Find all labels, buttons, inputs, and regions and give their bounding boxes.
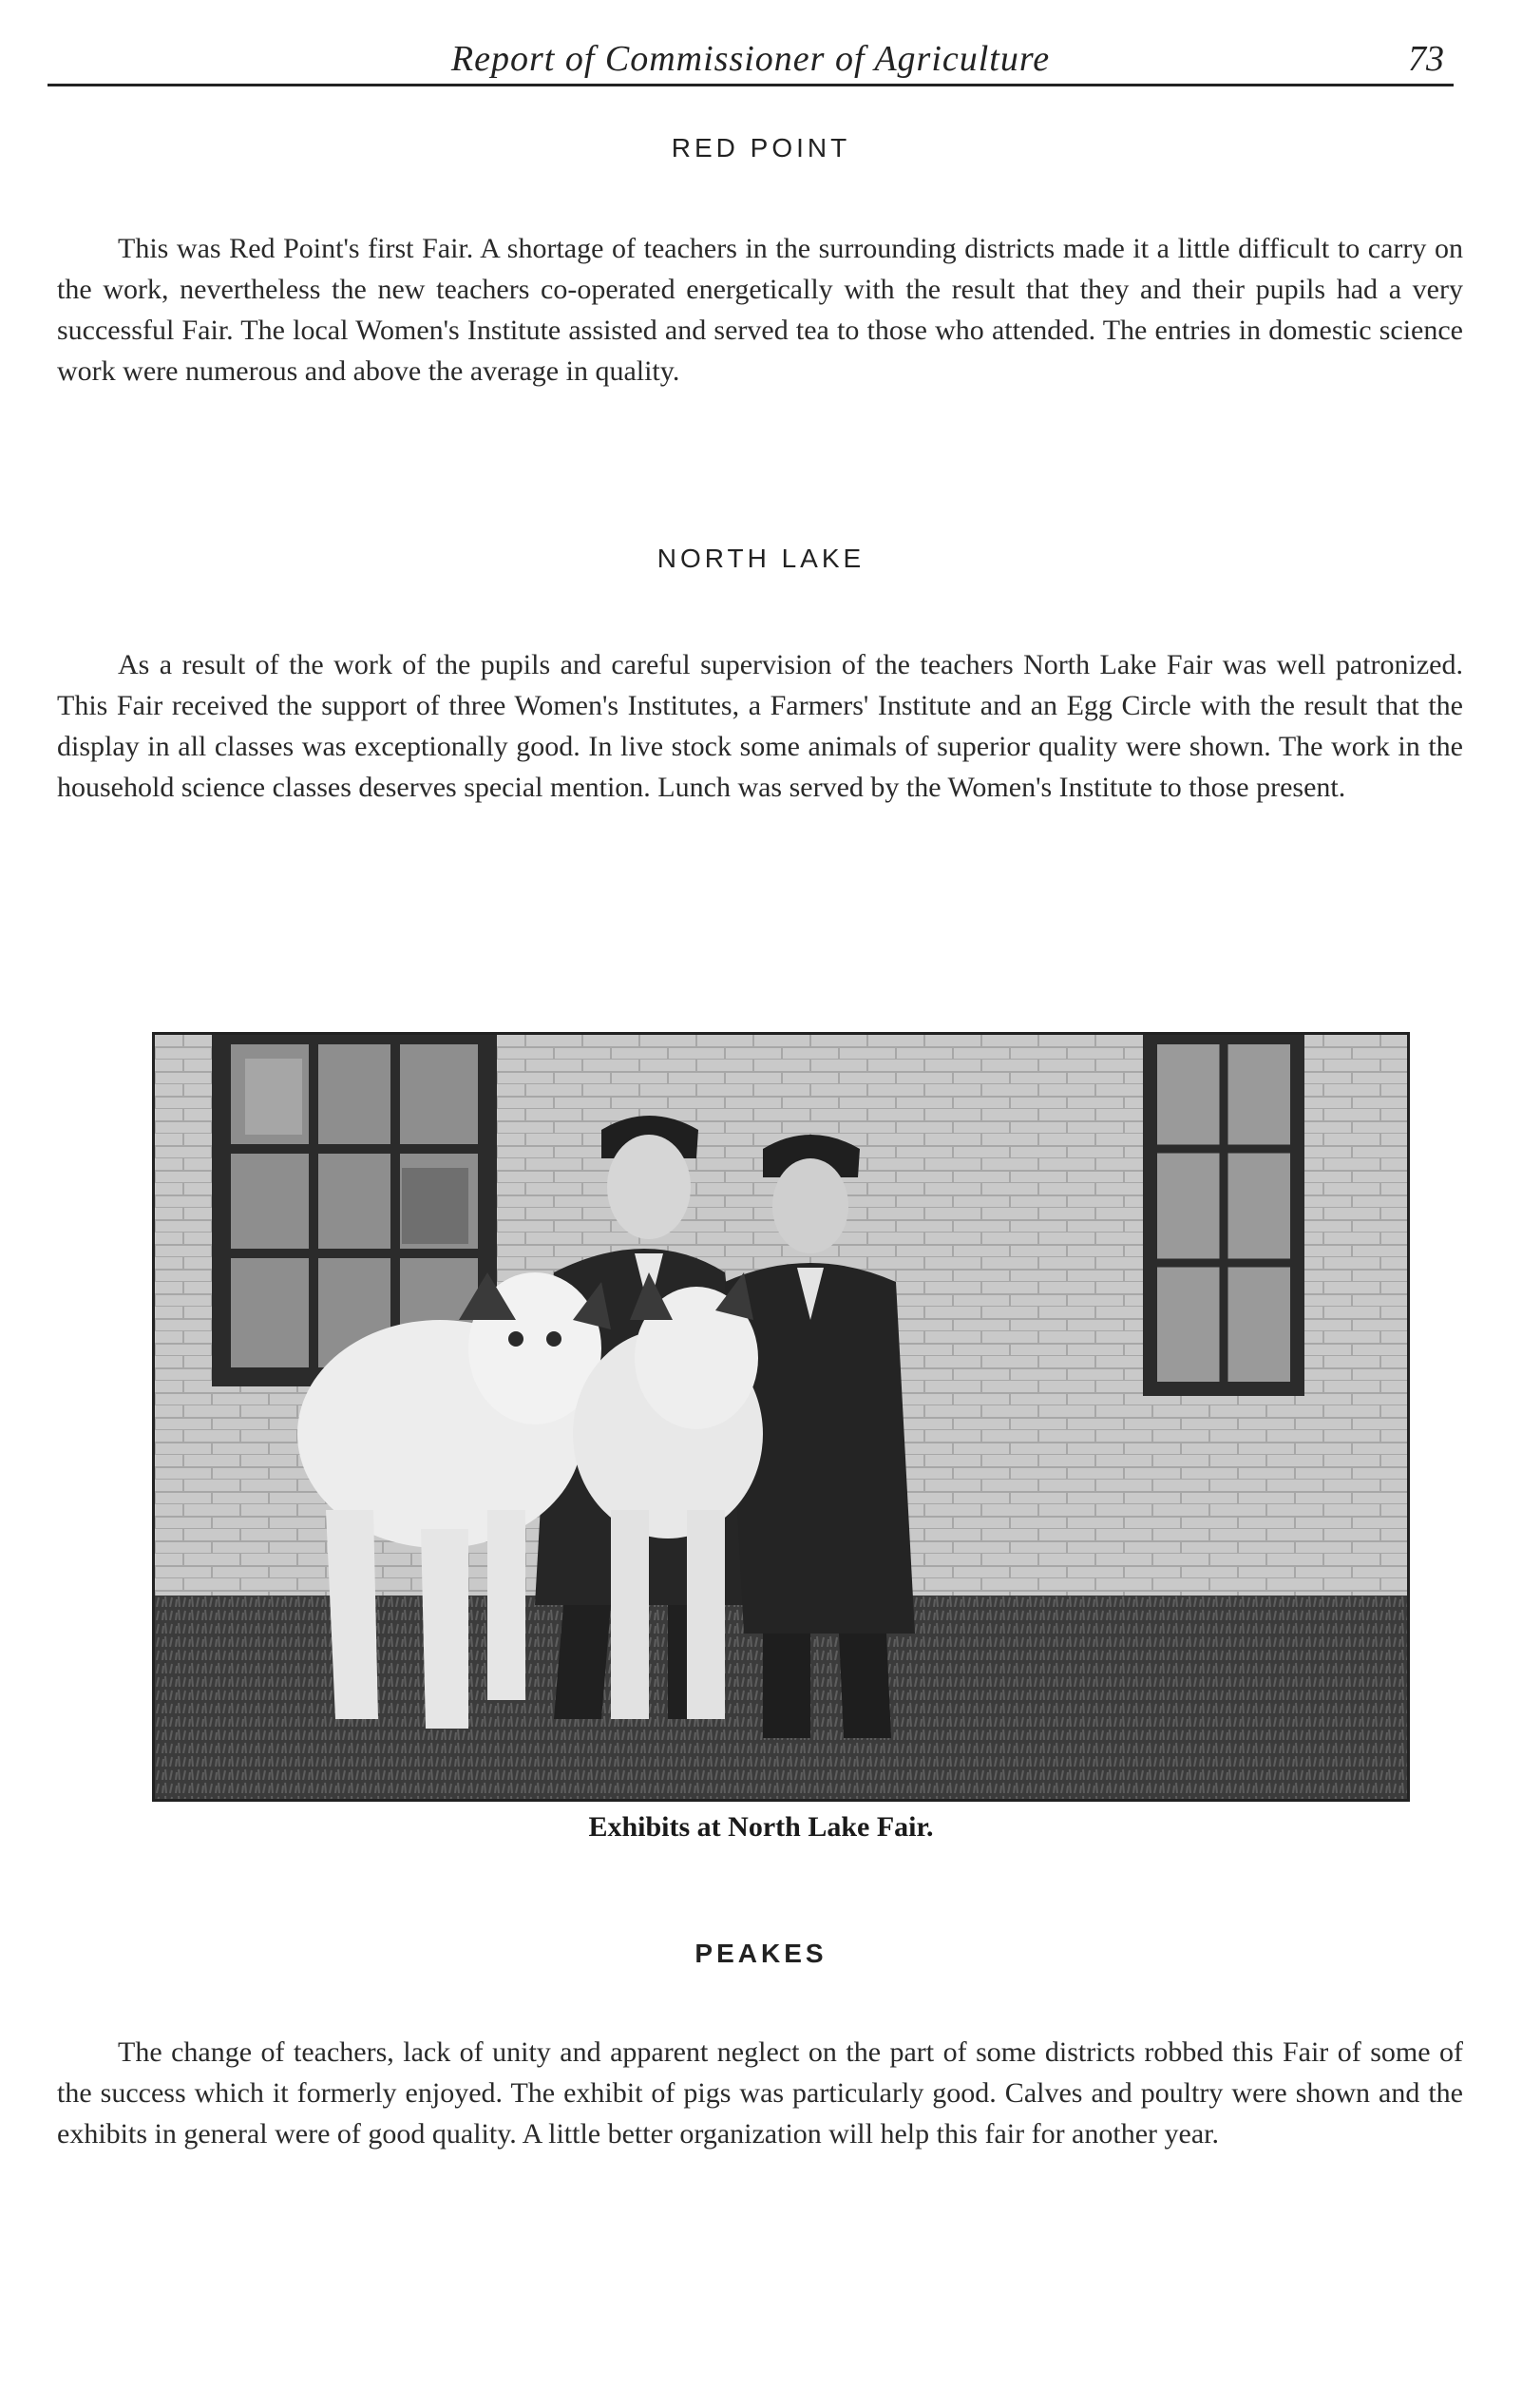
fair-photograph	[152, 1032, 1410, 1802]
section-heading-red-point: RED POINT	[671, 133, 851, 162]
section-text-peakes: The change of teachers, lack of unity and apparent neglect on the part of some districts robbed this Fair of some of the success which it formerly enjoyed. The exhibit of pigs was particularly good. Calves and poultry were shown and the exhibits in general were of good quality. A little better organization will help this fair for another year.	[57, 2036, 1463, 2150]
section-text-red-point: This was Red Point's first Fair. A shortage of teachers in the surrounding districts made it a little difficult to carry on the work, nevertheless the new teachers co-operated energetically with the result that they and their pupils had a very successful Fair. The local Women's Institute assisted and served tea to those who attended. The entries in domestic science work were numerous and above the average in quality.	[57, 233, 1463, 387]
running-title: Report of Commissioner of Agriculture	[450, 39, 1051, 79]
page-number: 73	[1408, 39, 1444, 79]
section-heading-peakes: PEAKES	[694, 1939, 828, 1968]
section-heading-north-lake: NORTH LAKE	[656, 544, 866, 573]
header-rule	[48, 84, 1454, 86]
photo-caption: Exhibits at North Lake Fair.	[588, 1811, 934, 1843]
window-right	[1143, 1035, 1304, 1396]
section-text-north-lake: As a result of the work of the pupils and careful supervision of the teachers North Lake Fair was well patronized. This Fair received the support of three Women's Institutes, a Farmers' Institute and an Egg Circle with the result that the display in all classes was exceptionally good. In live stock some animals of superior quality were shown. The work in the household science classes deserves special mention. Lunch was served by the Women's Institute to those present.	[57, 649, 1463, 803]
running-head	[48, 38, 1454, 86]
